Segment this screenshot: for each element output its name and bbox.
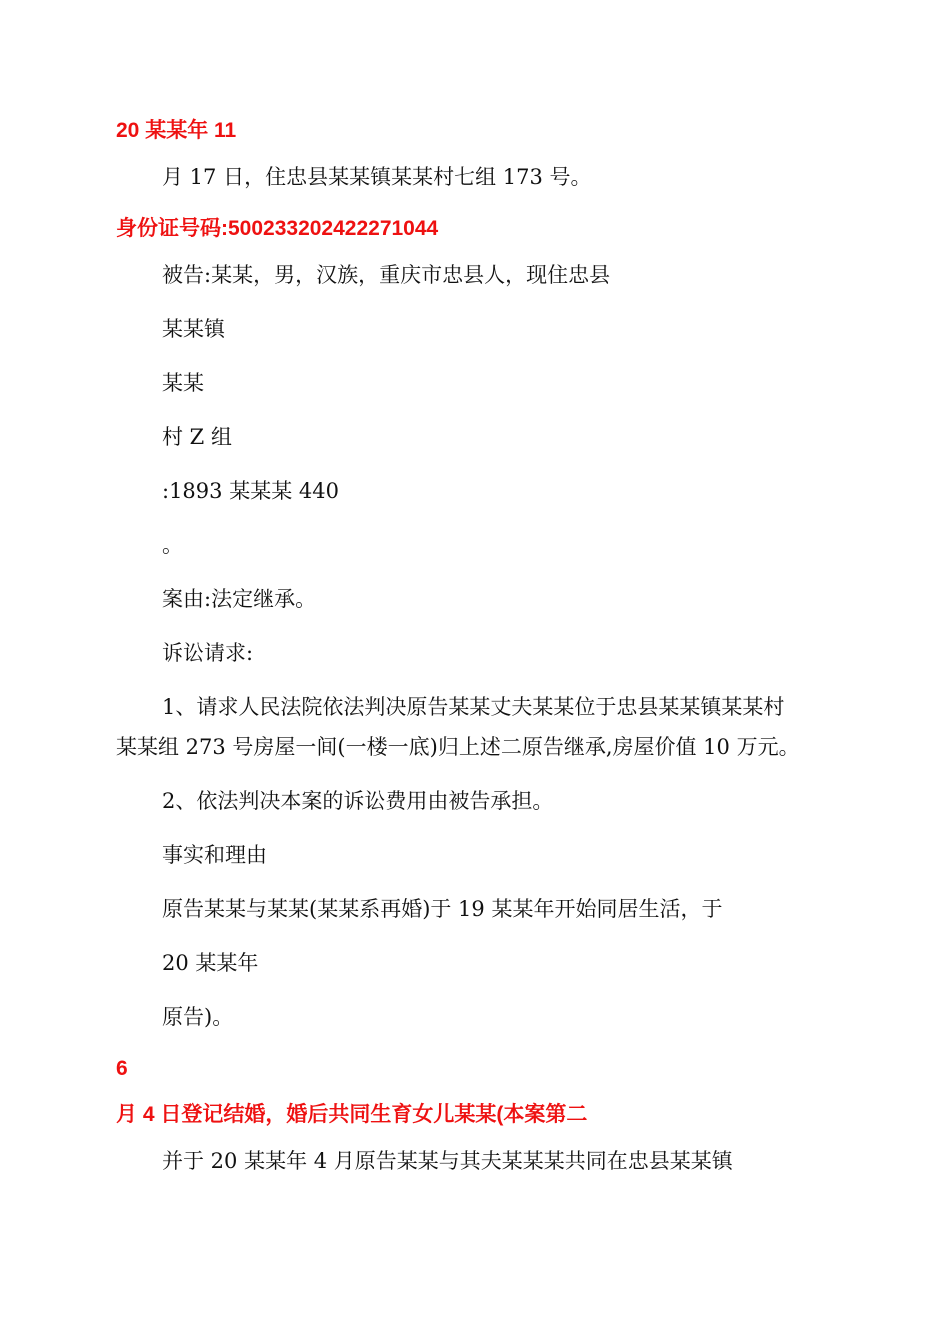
claim-2: 2、依法判决本案的诉讼费用由被告承担。 <box>162 789 554 813</box>
claim-1-line-1: 1、请求人民法院依法判决原告某某丈夫某某位于忠县某某镇某某村 <box>162 695 785 719</box>
cause-of-action: 案由:法定继承。 <box>162 587 317 611</box>
red-heading-id-number: 身份证号码:500233202422271044 <box>116 217 439 240</box>
facts-paragraph-1: 原告某某与某某(某某系再婚)于 19 某某年开始同居生活，于 <box>162 897 723 921</box>
facts-year: 20 某某年 <box>162 951 259 975</box>
facts-paragraph-2: 并于 20 某某年 4 月原告某某与其夫某某某共同在忠县某某镇 <box>162 1149 733 1173</box>
facts-plaintiff: 原告)。 <box>162 1005 234 1029</box>
defendant-info: 被告:某某，男，汉族，重庆市忠县人，现住忠县 <box>162 263 611 287</box>
defendant-id: :1893 某某某 440 <box>162 479 339 503</box>
claims-heading: 诉讼请求: <box>162 641 254 665</box>
defendant-village: 某某 <box>162 371 204 395</box>
defendant-group: 村 Z 组 <box>162 425 232 449</box>
red-heading-month: 6 <box>116 1057 128 1080</box>
claim-1-line-2: 某某组 273 号房屋一间(一楼一底)归上述二原告继承,房屋价值 10 万元。 <box>116 735 800 759</box>
red-heading-date: 20 某某年 11 <box>116 119 237 142</box>
defendant-town: 某某镇 <box>162 317 225 341</box>
facts-heading: 事实和理由 <box>162 843 267 867</box>
plaintiff-address: 月 17 日，住忠县某某镇某某村七组 173 号。 <box>162 165 592 189</box>
period-line: 。 <box>162 533 183 557</box>
red-heading-marriage: 月 4 日登记结婚，婚后共同生育女儿某某(本案第二 <box>116 1103 588 1126</box>
